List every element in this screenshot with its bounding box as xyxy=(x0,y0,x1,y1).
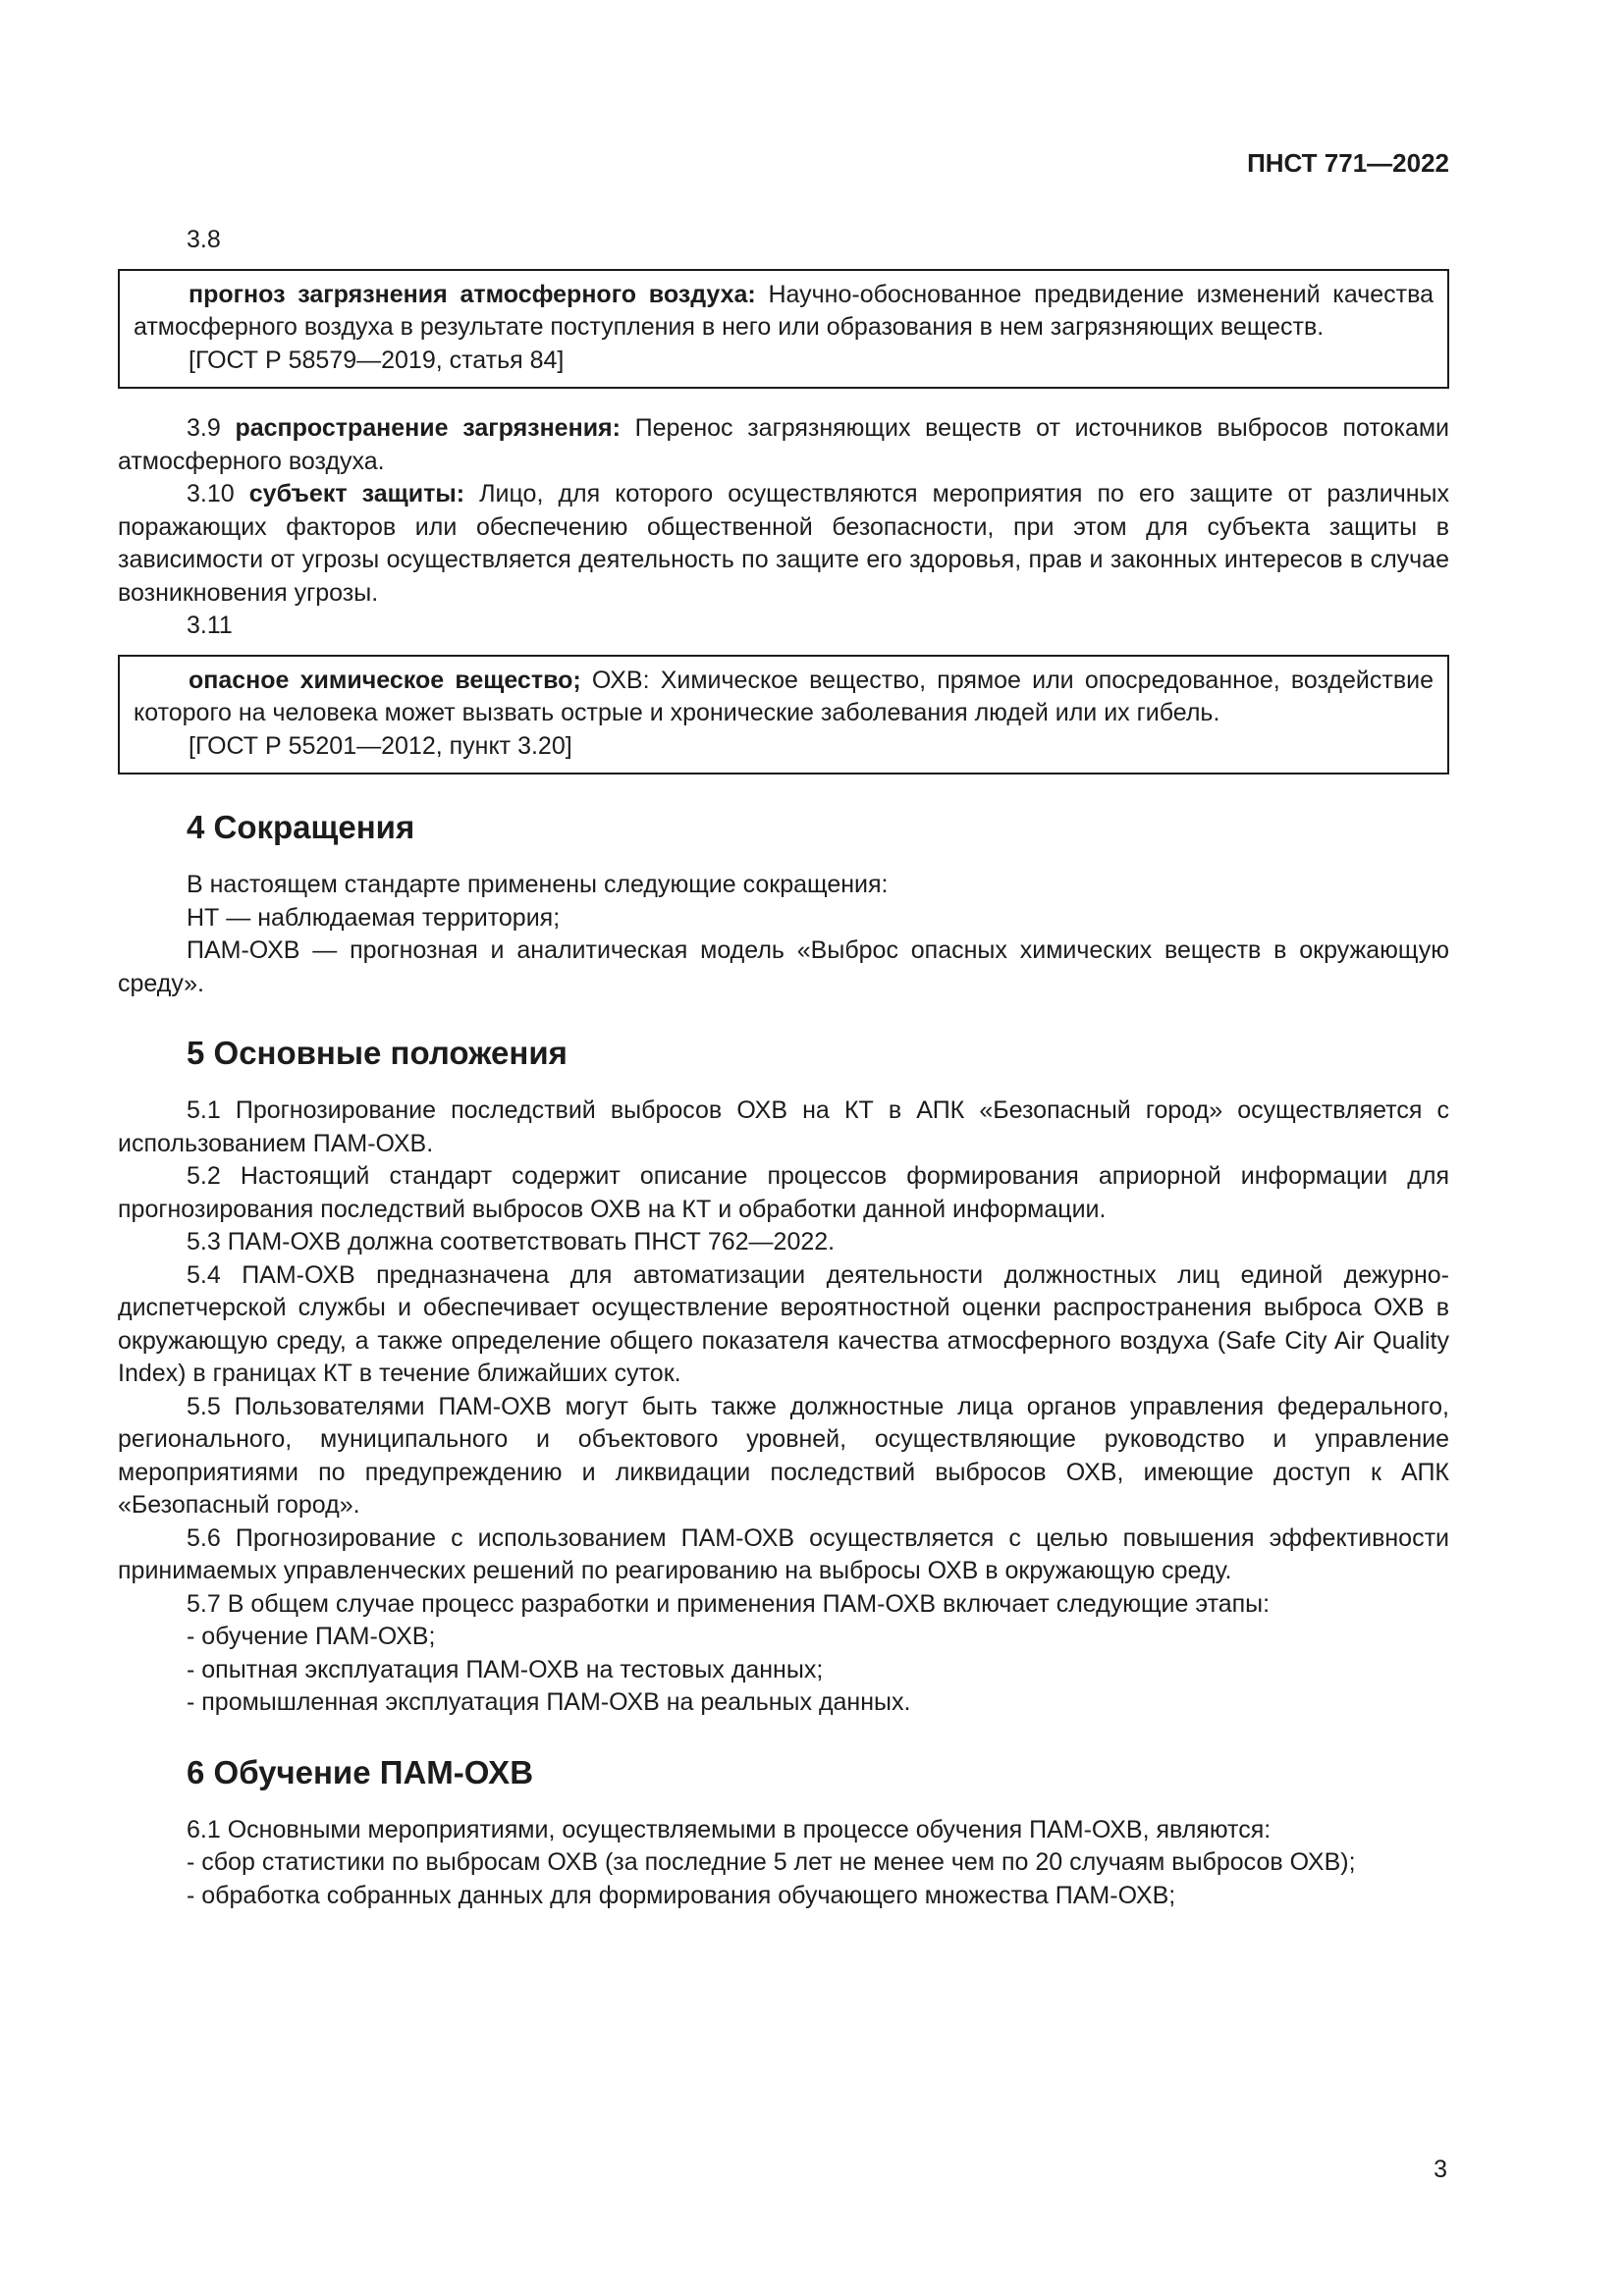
clause-paragraph: 5.1 Прогнозирование последствий выбросов ОХВ на КТ в АПК «Безопасный город» осуществляется с использованием ПАМ-ОХВ. xyxy=(118,1096,1449,1157)
list-item: - промышленная эксплуатация ПАМ-ОХВ на реальных данных. xyxy=(187,1688,911,1716)
clause-paragraph: 5.2 Настоящий стандарт содержит описание процессов формирования априорной информации для прогнозирования последствий выбросов ОХВ на КТ и обработки данной информации. xyxy=(118,1162,1449,1223)
section-heading: 5 Основные положения xyxy=(187,1035,568,1071)
abbreviation-item: ПАМ-ОХВ — прогнозная и аналитическая модель «Выброс опасных химических веществ в окружающую среду». xyxy=(118,936,1449,997)
section-heading: 4 Сокращения xyxy=(187,809,415,845)
term-source: [ГОСТ Р 55201—2012, пункт 3.20] xyxy=(189,731,572,760)
term-definition-box xyxy=(118,655,1449,775)
clause-paragraph: 5.5 Пользователями ПАМ-ОХВ могут быть также должностные лица органов управления федерального, регионального, муниципального и объектового уровней, осуществляющие руководство и управление мероприятиями по предупреждению и ликвидации последствий выбросов ОХВ, имеющие доступ к АПК «Безопасный город». xyxy=(118,1392,1449,1519)
term-definition: Перенос загрязняющих веществ от источников выбросов потоками атмосферного воздуха. xyxy=(118,414,1450,475)
term-paragraph xyxy=(134,665,1434,730)
list-item: - сбор статистики по выбросам ОХВ (за последние 5 лет не менее чем по 20 случаям выбросов ОХВ); xyxy=(187,1848,1356,1876)
abbreviations-intro: В настоящем стандарте применены следующие сокращения: xyxy=(187,871,889,898)
list-item: - обучение ПАМ-ОХВ; xyxy=(187,1623,436,1650)
term-number: 3.9 xyxy=(187,414,221,442)
term-source: [ГОСТ Р 58579—2019, статья 84] xyxy=(189,346,565,374)
document-id: ПНСТ 771—2022 xyxy=(1247,148,1449,178)
clause-paragraph: 5.7 В общем случае процесс разработки и применения ПАМ-ОХВ включает следующие этапы: xyxy=(187,1589,1271,1618)
term-number: 3.11 xyxy=(187,612,233,639)
term-number: 3.10 xyxy=(187,480,235,507)
section-heading: 6 Обучение ПАМ-ОХВ xyxy=(187,1753,534,1790)
term-paragraph xyxy=(118,478,1449,610)
term-name: распространение загрязнения: xyxy=(235,414,621,442)
term-name: субъект защиты: xyxy=(248,480,465,507)
clause-paragraph: 5.4 ПАМ-ОХВ предназначена для автоматизации деятельности должностных лиц единой дежурно-диспетчерской службы и обеспечивает осуществление вероятностной оценки распространения выброса ОХВ в окружающую среду, а также определение общего показателя качества атмосферного воздуха (Safe City Air Quality Index) в границах КТ в течение ближайших суток. xyxy=(118,1260,1449,1387)
abbreviation-item: НТ — наблюдаемая территория; xyxy=(187,903,561,932)
clause-paragraph: 5.3 ПАМ-ОХВ должна соответствовать ПНСТ 762—2022. xyxy=(187,1228,836,1255)
term-paragraph xyxy=(118,412,1449,478)
term-definition: Лицо, для которого осуществляются мероприятия по его защите от различных поражающих факторов или обеспечению общественной безопасности, при этом для субъекта защиты в зависимости от угрозы осуществляется деятельность по защите его здоровья, прав и законных интересов в случае возникновения угрозы. xyxy=(118,480,1449,607)
term-number: 3.8 xyxy=(187,226,221,253)
term-paragraph xyxy=(134,279,1434,345)
list-item: - обработка собранных данных для формирования обучающего множества ПАМ-ОХВ; xyxy=(187,1881,1176,1909)
term-definition: Научно-обоснованное предвидение изменений качества атмосферного воздуха в результате поступления в него или образования в нем загрязняющих веществ. xyxy=(134,280,1434,341)
term-name: прогноз загрязнения атмосферного воздуха: xyxy=(189,280,756,308)
term-definition: ОХВ: Химическое вещество, прямое или опосредованное, воздействие которого на человека может вызвать острые и хронические заболевания людей или их гибель. xyxy=(134,666,1434,726)
page-number: 3 xyxy=(1434,2156,1447,2183)
clause-paragraph: 5.6 Прогнозирование с использованием ПАМ-ОХВ осуществляется с целью повышения эффективности принимаемых управленческих решений по реагированию на выбросы ОХВ в окружающую среду. xyxy=(118,1523,1449,1584)
term-name: опасное химическое вещество; xyxy=(189,666,581,694)
list-item: - опытная эксплуатация ПАМ-ОХВ на тестовых данных; xyxy=(187,1655,824,1683)
page-content xyxy=(118,224,1449,1912)
term-definition-box xyxy=(118,269,1449,390)
clause-paragraph: 6.1 Основными мероприятиями, осуществляемыми в процессе обучения ПАМ-ОХВ, являются: xyxy=(187,1815,1272,1843)
